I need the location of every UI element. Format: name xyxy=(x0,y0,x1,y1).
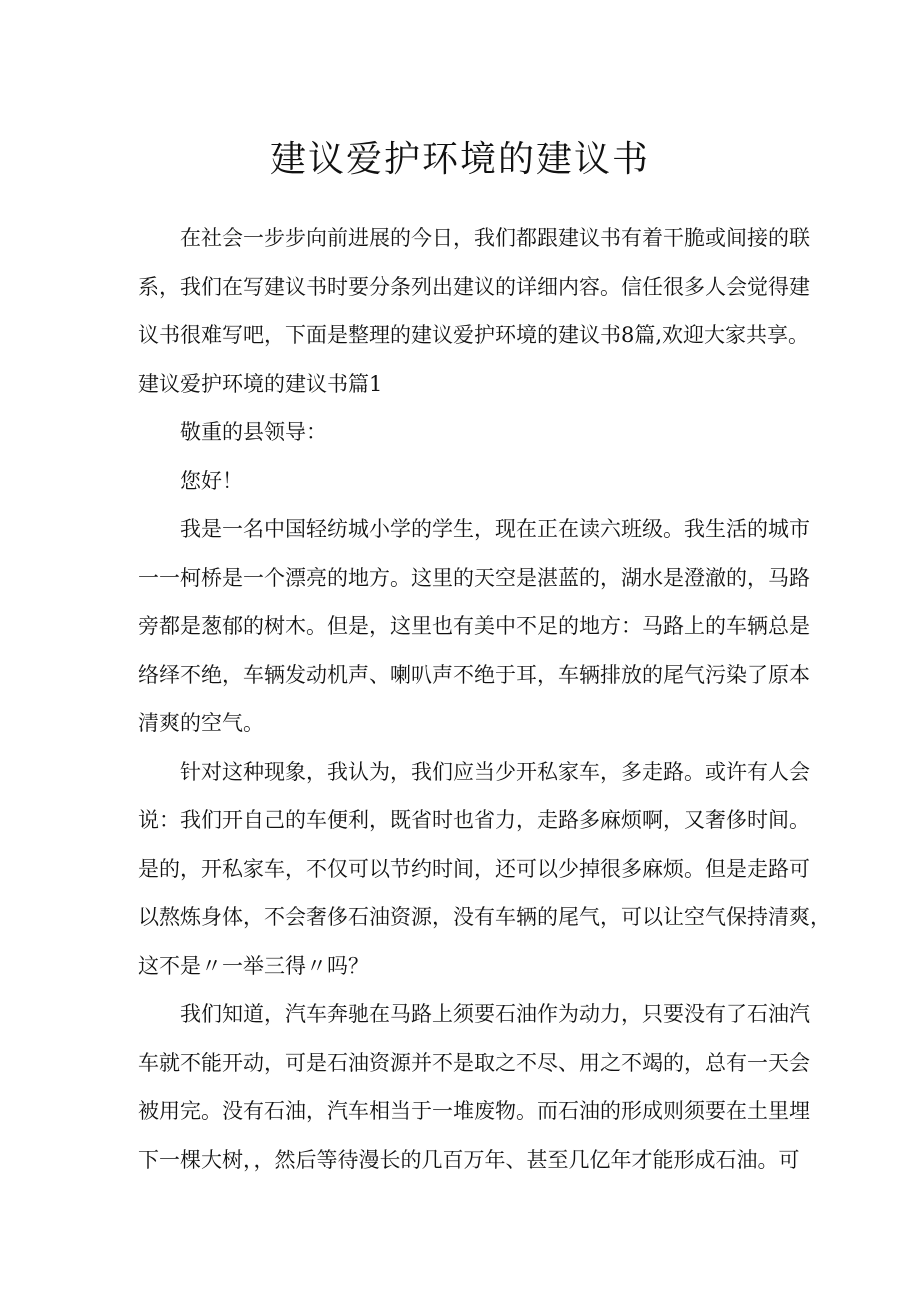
text-line: 议书很难写吧，下面是整理的建议爱护环境的建议书8篇,欢迎大家共享。 xyxy=(138,323,810,347)
text-line: 针对这种现象，我认为，我们应当少开私家车，多走路。或许有人会 xyxy=(180,759,810,784)
text-line: 建议爱护环境的建议书篇1 xyxy=(138,371,383,396)
text-line: 清爽的空气。 xyxy=(138,711,264,735)
document-title: 建议爱护环境的建议书 xyxy=(269,139,650,180)
text-line: 您好！ xyxy=(180,468,243,493)
text-line: 下一棵大树，，然后等待漫长的几百万年、甚至几亿年才能形成石油。可 xyxy=(138,1147,800,1172)
text-line: 系，我们在写建议书时要分条列出建议的详细内容。信任很多人会觉得建 xyxy=(138,274,810,299)
text-line: 旁都是葱郁的树木。但是，这里也有美中不足的地方：马路上的车辆总是 xyxy=(138,614,810,638)
text-line: 说：我们开自己的车便利，既省时也省力，走路多麻烦啊，又奢侈时间。 xyxy=(138,808,810,832)
document-body xyxy=(138,214,831,1184)
text-line: 在社会一步步向前进展的今日，我们都跟建议书有着干脆或间接的联 xyxy=(180,226,810,250)
text-line: 是的，开私家车，不仅可以节约时间，还可以少掉很多麻烦。但是走路可 xyxy=(138,856,810,881)
text-line: 敬重的县领导： xyxy=(180,420,327,444)
text-line: 我是一名中国轻纺城小学的学生，现在正在读六班级。我生活的城市 xyxy=(180,517,810,541)
text-line: 络绎不绝，车辆发动机声、喇叭声不绝于耳，车辆排放的尾气污染了原本 xyxy=(138,662,810,687)
text-line: 车就不能开动，可是石油资源并不是取之不尽、用之不竭的，总有一天会 xyxy=(138,1050,810,1075)
text-line: 以熬炼身体，不会奢侈石油资源，没有车辆的尾气，可以让空气保持清爽， xyxy=(138,905,831,929)
text-line: 这不是〃一举三得〃吗？ xyxy=(138,953,369,978)
text-line: 一一柯桥是一个漂亮的地方。这里的天空是湛蓝的，湖水是澄澈的，马路 xyxy=(138,565,810,590)
text-line: 被用完。没有石油，汽车相当于一堆废物。而石油的形成则须要在土里埋 xyxy=(138,1099,810,1123)
text-line: 我们知道，汽车奔驰在马路上须要石油作为动力，只要没有了石油汽 xyxy=(180,1002,810,1026)
